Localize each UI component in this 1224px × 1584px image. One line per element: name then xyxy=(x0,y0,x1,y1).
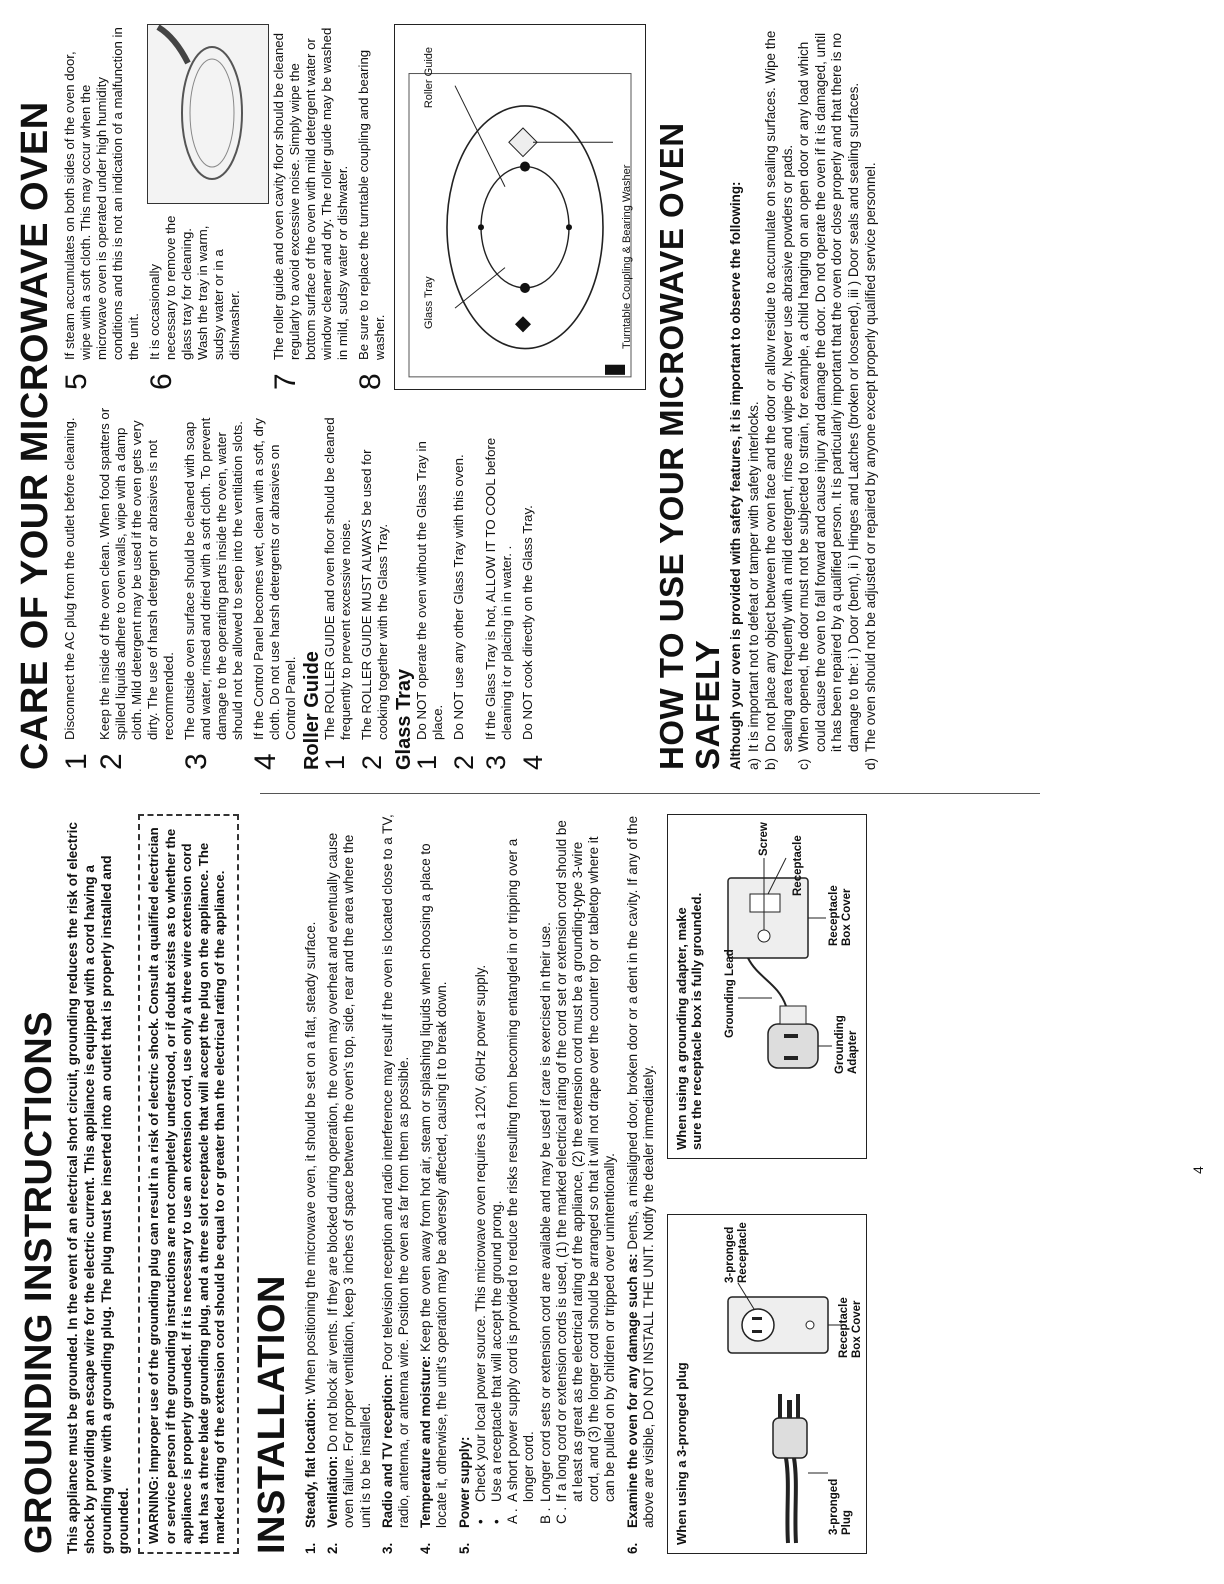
item-number: 4. xyxy=(418,1542,434,1554)
page-number: 4 xyxy=(1190,1166,1206,1174)
three-prong-plug-figure xyxy=(667,1214,867,1554)
power-supply-item: C . If a long cord or extension cords is used, (1) the marked electrical rating of the cord set or extension cord should be at least as great as the electrical rating of the appliance, (2) the extension cord must be a grounding-type 3-wire cord, and (3) the longer cord should be arranged so that it will not drape over the counter top or tabletop where it can be pulled on by children or tripped over unintentionally. xyxy=(553,820,618,1524)
care-column-2 xyxy=(62,24,646,390)
item-number: 2. xyxy=(325,1542,341,1554)
care-title: CARE OF YOUR MICROWAVE OVEN xyxy=(14,101,56,770)
item-lead: Steady, flat location: xyxy=(302,1398,318,1528)
warning-label: WARNING: xyxy=(146,1475,161,1544)
screw-label: Screw xyxy=(758,822,771,856)
installation-title: INSTALLATION xyxy=(250,1275,293,1554)
item-lead: Temperature and moisture: xyxy=(418,1355,434,1528)
grounding-adapter-label: Grounding Adapter xyxy=(834,1015,860,1074)
care-step: 7 The roller guide and oven cavity floor should be cleaned regularly to avoid excessive noise. Simply wipe the bottom surface of the oven with mild detergent water or window cleaner and dry. The roller guide may be washed in mild, sudsy water or dishwater. xyxy=(269,27,350,390)
care-step: 5 If steam accumulates on both sides of the oven door, wipe with a soft cloth. This may occur when the microwave oven is operated under high humidity conditions and this is not an indication of a malfunction in the unit. xyxy=(60,27,141,390)
figures-row xyxy=(667,814,867,1554)
care-step: 2 Keep the inside of the oven clean. When food spatters or spilled liquids adhere to oven walls, wipe with a damp cloth. Mild detergent may be used if the oven gets very dirty. The use of harsh detergent or abrasives is not recommended. xyxy=(95,407,176,770)
receptacle-label: Receptacle xyxy=(792,835,805,896)
how-to-intro: Although your oven is provided with safety features, it is important to observe the following: xyxy=(728,181,743,770)
how-to-title: HOW TO USE YOUR MICROWAVE OVEN SAFELY xyxy=(653,122,726,770)
item-lead: Ventilation: xyxy=(325,1455,341,1528)
installation-item xyxy=(418,814,450,1554)
installation-item xyxy=(625,814,657,1554)
roller-guide-label: Roller Guide xyxy=(423,47,435,109)
box-cover-label: Receptacle Box Cover xyxy=(828,885,854,946)
item-number: 5. xyxy=(456,1542,472,1554)
care-step: 4 If the Control Panel becomes wet, clean with a soft, dry cloth. Do not use harsh detergents or abrasives on Control Panel. xyxy=(249,418,298,770)
page-divider xyxy=(260,793,1040,794)
power-supply-item: B . Longer cord sets or extension cord are available and may be used if care is exercised in their use. xyxy=(537,922,553,1524)
safety-item: d) The oven should not be adjusted or repaired by anyone except properly qualified service personnel. xyxy=(862,162,878,770)
installation-item xyxy=(380,814,412,1554)
care-column-1 xyxy=(62,404,646,770)
item-text: Poor television reception and radio interference may result if the oven is located close to a TV, radio, antenna, or antenna wire. Position the oven as far from them as possible. xyxy=(379,814,411,1528)
care-step: 1 Disconnect the AC plug from the outlet before cleaning. xyxy=(60,417,93,770)
roller-step: 1 The ROLLER GUIDE and oven floor should be cleaned frequently to prevent excessive noise. xyxy=(320,417,353,770)
plug-label: 3-pronged Plug xyxy=(828,1478,854,1535)
grounding-title: GROUNDING INSTRUCTIONS xyxy=(18,1011,60,1554)
roller-step: 2 The ROLLER GUIDE MUST ALWAYS be used for cooking together with the Glass Tray. xyxy=(357,449,390,770)
figure-title: When using a 3-pronged plug xyxy=(674,1362,690,1545)
care-step: 8 Be sure to replace the turntable coupling and bearing washer. xyxy=(354,49,387,390)
coupling-label: Turntable Coupling & Bearing Washer xyxy=(621,164,633,349)
grounding-adapter-figure xyxy=(667,814,867,1159)
item-number: 3. xyxy=(379,1542,395,1554)
tray-photo-illustration xyxy=(148,25,268,203)
glass-step: 1 Do NOT operate the oven without the Glass Tray in place. xyxy=(412,441,445,770)
glass-step: 3 If the Glass Tray is hot, ALLOW IT TO COOL before cleaning it or placing in in water. . xyxy=(481,437,514,770)
figure-title: When using a grounding adapter, make sure the receptacle box is fully grounded. xyxy=(674,892,705,1150)
power-supply-item: A . A short power supply cord is provided to reduce the risks resulting from becoming entangled in or tripping over a longer cord. xyxy=(505,838,537,1524)
item-text: When positioning the microwave oven, it should be set on a flat, steady surface. xyxy=(302,921,318,1395)
turntable-diagram xyxy=(394,24,646,390)
glass-step: 2 Do NOT use any other Glass Tray with this oven. xyxy=(449,454,479,770)
care-step: 6 It is occasionally necessary to remove the glass tray for cleaning. Wash the tray in warm, sudsy water or in a dishwasher. xyxy=(145,215,242,390)
grounding-adapter-illustration xyxy=(668,817,864,1158)
safety-list xyxy=(746,24,879,770)
item-lead: Radio and TV reception: xyxy=(379,1373,395,1528)
care-columns xyxy=(62,24,646,770)
installation-item xyxy=(325,814,374,1554)
item-lead: Examine the oven for any damage such as: xyxy=(624,1253,640,1528)
roller-guide-title: Roller Guide xyxy=(301,651,323,770)
left-page xyxy=(0,794,1224,1584)
safety-item: a) It is important not to defeat or tamper with safety interlocks. xyxy=(746,401,762,770)
glass-tray-label: Glass Tray xyxy=(423,276,435,329)
installation-item xyxy=(303,814,319,1554)
warning-box xyxy=(138,814,239,1554)
item-text: Keep the oven away from hot air, steam or splashing liquids when choosing a place to locate it, otherwise, the unit's operation may be adversely affected, causing it to break down. xyxy=(418,843,450,1528)
glass-step: 4 Do NOT cook directly on the Glass Tray. xyxy=(518,505,548,770)
item-text: Dents, a misaligned door, broken door or a dent in the cavity. If any of the above are visible, DO NOT INSTALL THE UNIT. Notify the dealer immediately. xyxy=(624,815,656,1528)
power-supply-item: • Check your local power source. This microwave oven requires a 120V, 60Hz power supply. xyxy=(472,964,488,1524)
receptacle-label: 3-pronged Receptacle xyxy=(724,1222,750,1283)
installation-list xyxy=(303,814,657,1554)
warning-text: Improper use of the grounding plug can result in a risk of electric shock. Consult a qualified electrician or service person if the grounding instructions are not completely understood, or if doubt exists as to whether the appliance is properly grounded. If it is necessary to use an extension cord, use only a three wire extension cord that has a three blade grounding plug, and a three slot receptacle that will accept the plug on the appliance. The marked rating of the extension cord should be equal to or greater than the electrical rating of the appliance. xyxy=(146,827,228,1544)
care-step: 3 The outside oven surface should be cleaned with soap and water, rinsed and dried with a soft cloth. To prevent damage to the operating parts inside the oven, water should not be allowed to seep into the ventilation slots. xyxy=(180,417,245,770)
glass-tray-title: Glass Tray xyxy=(393,668,415,770)
item-text: Do not block air vents. If they are blocked during operation, the oven may overheat and eventually cause oven failure. For proper ventilation, keep 3 inches of space between the oven's top, side, rear and the area where the unit is to be installed. xyxy=(325,832,373,1528)
power-supply-list xyxy=(473,814,619,1528)
grounding-lead-label: Grounding Lead xyxy=(724,949,737,1038)
safety-item: c) When opened, the door must not be subjected to strain, for example, a child hanging on an open door or any load which could cause the oven to fall forward and cause injury and damage the door. Do not operate the oven if it is damaged, until it has been repaired by a qualified person. It is particularly important that the oven door close properly and that there is no damage to the: i ) Door (bent), ii ) Hinges and Latches (broken or loosened), iii ) Door seals and sealing surfaces. xyxy=(796,32,861,770)
grounding-intro: This appliance must be grounded. In the event of an electrical short circuit, grounding reduces the risk of electric shock by providing an escape wire for the electric current. This appliance is equipped with a cord having a grounding wire with a grounding plug. The plug must be inserted into an outlet that is properly installed and grounded. xyxy=(65,822,131,1554)
safety-item: b) Do not place any object between the oven face and the door or allow residue to accumulate on sealing surfaces. Wipe the sealing area frequently with a mild detergent, rinse and wipe dry. Never use abrasive powders or pads. xyxy=(763,30,795,770)
power-supply-item: • Use a receptacle that will accept the ground prong. xyxy=(489,1200,504,1524)
box-cover-label: Receptacle Box Cover xyxy=(838,1297,864,1358)
installation-item xyxy=(457,814,619,1554)
item-number: 6. xyxy=(624,1542,640,1554)
item-lead: Power supply: xyxy=(456,1436,472,1528)
item-number: 1. xyxy=(302,1542,318,1554)
tray-removal-photo xyxy=(147,24,269,204)
step-6-with-photo xyxy=(147,24,271,390)
